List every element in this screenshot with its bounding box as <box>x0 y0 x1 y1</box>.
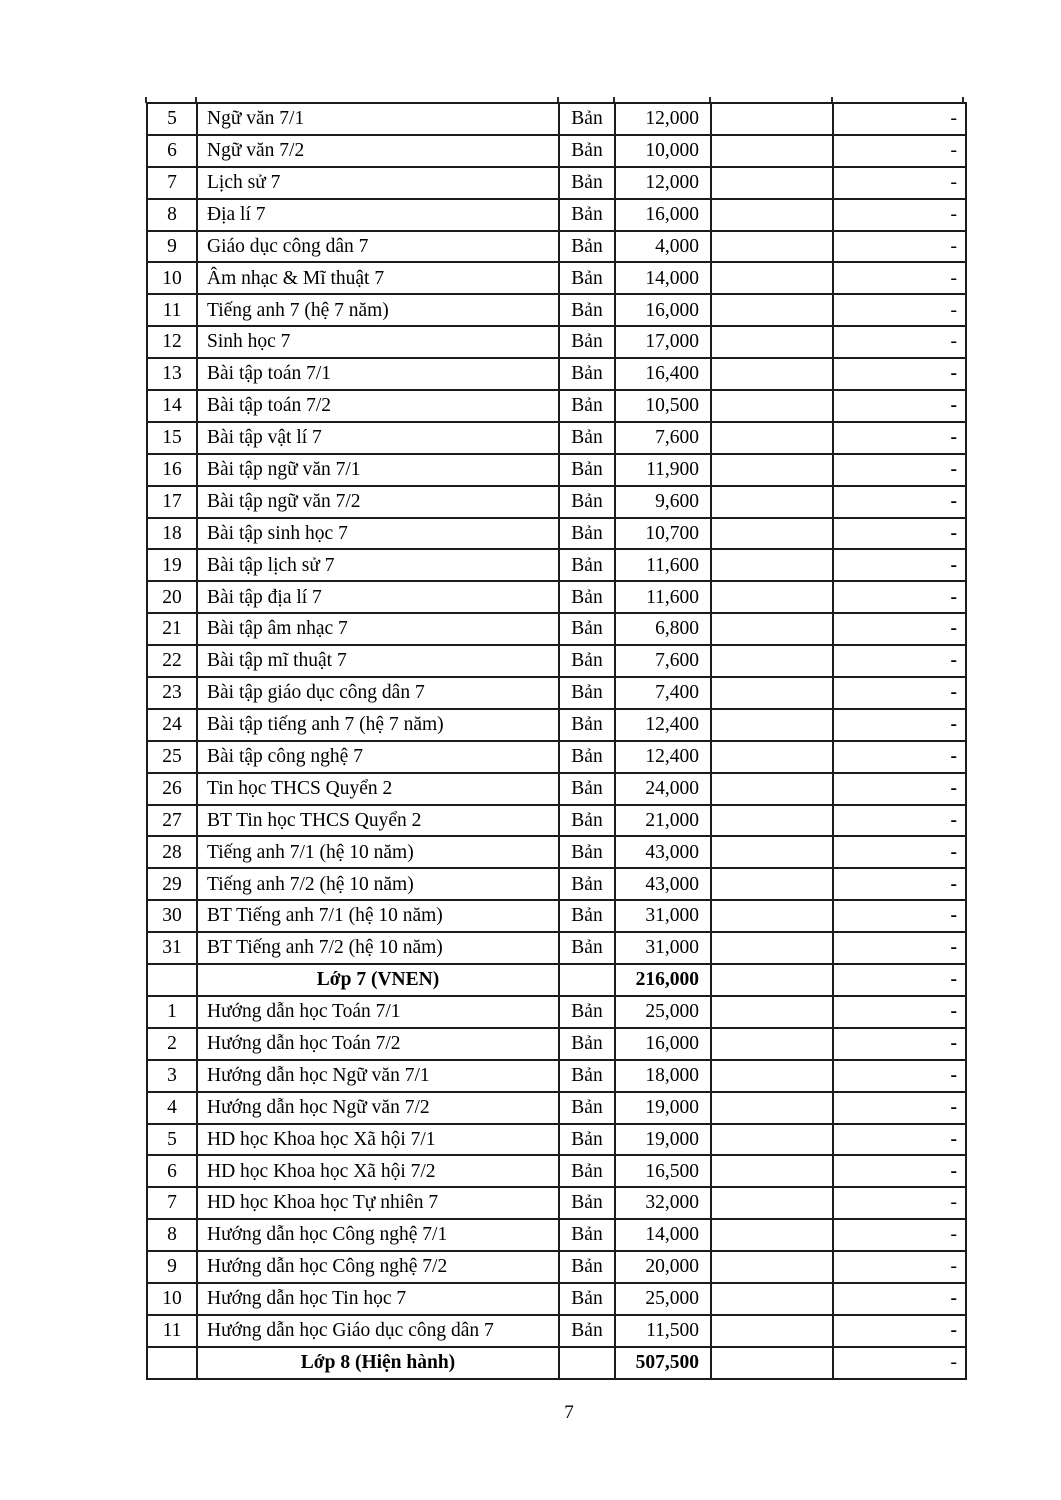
price-cell: 25,000 <box>615 1283 711 1315</box>
unit-cell: Bản <box>559 1028 615 1060</box>
amount-cell: - <box>833 805 966 837</box>
row-number-cell: 31 <box>147 932 197 964</box>
row-number-cell: 11 <box>147 294 197 326</box>
quantity-cell <box>711 518 833 550</box>
book-title-cell: Bài tập vật lí 7 <box>197 422 559 454</box>
unit-cell: Bản <box>559 1092 615 1124</box>
book-title-cell: Âm nhạc & Mĩ thuật 7 <box>197 262 559 294</box>
table-row <box>147 422 966 454</box>
row-number-cell: 11 <box>147 1315 197 1347</box>
amount-cell: - <box>833 932 966 964</box>
row-number-cell: 5 <box>147 103 197 135</box>
unit-cell: Bản <box>559 326 615 358</box>
row-number-cell: 1 <box>147 996 197 1028</box>
book-title-cell: Bài tập ngữ văn 7/1 <box>197 454 559 486</box>
book-title-cell: HD học Khoa học Xã hội 7/2 <box>197 1155 559 1187</box>
row-number-cell: 7 <box>147 1187 197 1219</box>
table-row <box>147 518 966 550</box>
amount-cell: - <box>833 1124 966 1156</box>
amount-cell: - <box>833 677 966 709</box>
price-cell: 16,400 <box>615 358 711 390</box>
book-title-cell: Bài tập tiếng anh 7 (hệ 7 năm) <box>197 709 559 741</box>
quantity-cell <box>711 103 833 135</box>
unit-cell: Bản <box>559 613 615 645</box>
price-cell: 7,600 <box>615 645 711 677</box>
unit-cell: Bản <box>559 486 615 518</box>
amount-cell: - <box>833 1060 966 1092</box>
amount-cell: - <box>833 390 966 422</box>
amount-cell: - <box>833 518 966 550</box>
row-number-cell: 22 <box>147 645 197 677</box>
quantity-cell <box>711 1315 833 1347</box>
quantity-cell <box>711 868 833 900</box>
table-row <box>147 262 966 294</box>
price-cell: 24,000 <box>615 773 711 805</box>
book-title-cell: Lịch sử 7 <box>197 167 559 199</box>
row-number-cell: 9 <box>147 1251 197 1283</box>
quantity-cell <box>711 135 833 167</box>
table-row <box>147 1124 966 1156</box>
price-cell: 20,000 <box>615 1251 711 1283</box>
quantity-cell <box>711 199 833 231</box>
quantity-cell <box>711 1251 833 1283</box>
table-row <box>147 486 966 518</box>
price-cell: 16,000 <box>615 294 711 326</box>
quantity-cell <box>711 709 833 741</box>
unit-cell: Bản <box>559 390 615 422</box>
quantity-cell <box>711 741 833 773</box>
price-cell: 7,600 <box>615 422 711 454</box>
price-cell: 43,000 <box>615 836 711 868</box>
quantity-cell <box>711 167 833 199</box>
row-number-cell <box>147 1347 197 1379</box>
row-number-cell: 19 <box>147 549 197 581</box>
table-row <box>147 1347 966 1379</box>
table-row <box>147 294 966 326</box>
quantity-cell <box>711 294 833 326</box>
quantity-cell <box>711 836 833 868</box>
amount-cell: - <box>833 358 966 390</box>
table-row <box>147 199 966 231</box>
price-cell: 16,000 <box>615 199 711 231</box>
unit-cell: Bản <box>559 1283 615 1315</box>
row-number-cell: 16 <box>147 454 197 486</box>
amount-cell: - <box>833 645 966 677</box>
unit-cell: Bản <box>559 581 615 613</box>
price-cell: 25,000 <box>615 996 711 1028</box>
row-number-cell: 14 <box>147 390 197 422</box>
amount-cell: - <box>833 1347 966 1379</box>
table-row <box>147 549 966 581</box>
table-row <box>147 1187 966 1219</box>
price-cell: 12,000 <box>615 167 711 199</box>
row-number-cell: 30 <box>147 900 197 932</box>
book-title-cell: Bài tập địa lí 7 <box>197 581 559 613</box>
table-row <box>147 1028 966 1060</box>
book-title-cell: Bài tập giáo dục công dân 7 <box>197 677 559 709</box>
unit-cell <box>559 964 615 996</box>
quantity-cell <box>711 1124 833 1156</box>
amount-cell: - <box>833 422 966 454</box>
amount-cell: - <box>833 900 966 932</box>
amount-cell: - <box>833 996 966 1028</box>
book-title-cell: Tin học THCS Quyển 2 <box>197 773 559 805</box>
unit-cell: Bản <box>559 549 615 581</box>
book-title-cell: BT Tin học THCS Quyển 2 <box>197 805 559 837</box>
book-title-cell: Bài tập toán 7/1 <box>197 358 559 390</box>
row-number-cell: 3 <box>147 1060 197 1092</box>
amount-cell: - <box>833 613 966 645</box>
amount-cell: - <box>833 868 966 900</box>
price-cell: 14,000 <box>615 262 711 294</box>
row-number-cell: 2 <box>147 1028 197 1060</box>
price-cell: 31,000 <box>615 932 711 964</box>
book-title-cell: BT Tiếng anh 7/2 (hệ 10 năm) <box>197 932 559 964</box>
table-row <box>147 454 966 486</box>
row-number-cell: 25 <box>147 741 197 773</box>
amount-cell: - <box>833 964 966 996</box>
book-title-cell: Địa lí 7 <box>197 199 559 231</box>
price-cell: 6,800 <box>615 613 711 645</box>
row-number-cell: 18 <box>147 518 197 550</box>
price-cell: 17,000 <box>615 326 711 358</box>
unit-cell: Bản <box>559 103 615 135</box>
amount-cell: - <box>833 294 966 326</box>
table-row <box>147 868 966 900</box>
quantity-cell <box>711 1092 833 1124</box>
quantity-cell <box>711 358 833 390</box>
price-cell: 11,600 <box>615 549 711 581</box>
book-title-cell: Lớp 8 (Hiện hành) <box>197 1347 559 1379</box>
quantity-cell <box>711 1187 833 1219</box>
row-number-cell: 29 <box>147 868 197 900</box>
amount-cell: - <box>833 773 966 805</box>
table-row <box>147 613 966 645</box>
price-cell: 10,700 <box>615 518 711 550</box>
row-number-cell: 5 <box>147 1124 197 1156</box>
table-row <box>147 390 966 422</box>
row-number-cell: 26 <box>147 773 197 805</box>
table-row <box>147 741 966 773</box>
unit-cell: Bản <box>559 135 615 167</box>
book-title-cell: Hướng dẫn học Công nghệ 7/1 <box>197 1219 559 1251</box>
unit-cell: Bản <box>559 1060 615 1092</box>
price-cell: 12,400 <box>615 709 711 741</box>
amount-cell: - <box>833 581 966 613</box>
unit-cell: Bản <box>559 1251 615 1283</box>
quantity-cell <box>711 1347 833 1379</box>
book-title-cell: Hướng dẫn học Toán 7/1 <box>197 996 559 1028</box>
table-row <box>147 1092 966 1124</box>
table-row <box>147 231 966 263</box>
unit-cell: Bản <box>559 518 615 550</box>
unit-cell: Bản <box>559 422 615 454</box>
amount-cell: - <box>833 135 966 167</box>
quantity-cell <box>711 390 833 422</box>
book-title-cell: Bài tập âm nhạc 7 <box>197 613 559 645</box>
quantity-cell <box>711 262 833 294</box>
price-cell: 10,500 <box>615 390 711 422</box>
amount-cell: - <box>833 549 966 581</box>
amount-cell: - <box>833 454 966 486</box>
amount-cell: - <box>833 486 966 518</box>
quantity-cell <box>711 231 833 263</box>
table-row <box>147 1283 966 1315</box>
unit-cell: Bản <box>559 1219 615 1251</box>
quantity-cell <box>711 805 833 837</box>
amount-cell: - <box>833 167 966 199</box>
price-cell: 11,500 <box>615 1315 711 1347</box>
row-number-cell: 21 <box>147 613 197 645</box>
quantity-cell <box>711 773 833 805</box>
table-row <box>147 996 966 1028</box>
unit-cell: Bản <box>559 1124 615 1156</box>
book-title-cell: Ngữ văn 7/2 <box>197 135 559 167</box>
table-row <box>147 1251 966 1283</box>
unit-cell: Bản <box>559 677 615 709</box>
book-title-cell: Tiếng anh 7/2 (hệ 10 năm) <box>197 868 559 900</box>
price-cell: 16,000 <box>615 1028 711 1060</box>
amount-cell: - <box>833 709 966 741</box>
book-title-cell: Bài tập công nghệ 7 <box>197 741 559 773</box>
amount-cell: - <box>833 326 966 358</box>
quantity-cell <box>711 613 833 645</box>
table-row <box>147 805 966 837</box>
table-row <box>147 1219 966 1251</box>
quantity-cell <box>711 996 833 1028</box>
unit-cell: Bản <box>559 231 615 263</box>
book-title-cell: Hướng dẫn học Ngữ văn 7/2 <box>197 1092 559 1124</box>
quantity-cell <box>711 645 833 677</box>
price-cell: 32,000 <box>615 1187 711 1219</box>
unit-cell: Bản <box>559 773 615 805</box>
quantity-cell <box>711 581 833 613</box>
price-cell: 19,000 <box>615 1124 711 1156</box>
table-row <box>147 581 966 613</box>
unit-cell: Bản <box>559 454 615 486</box>
table-row <box>147 677 966 709</box>
quantity-cell <box>711 1060 833 1092</box>
book-title-cell: Tiếng anh 7/1 (hệ 10 năm) <box>197 836 559 868</box>
unit-cell: Bản <box>559 805 615 837</box>
price-cell: 16,500 <box>615 1155 711 1187</box>
unit-cell: Bản <box>559 1315 615 1347</box>
quantity-cell <box>711 454 833 486</box>
unit-cell: Bản <box>559 836 615 868</box>
price-cell: 10,000 <box>615 135 711 167</box>
amount-cell: - <box>833 1219 966 1251</box>
quantity-cell <box>711 964 833 996</box>
book-title-cell: Bài tập mĩ thuật 7 <box>197 645 559 677</box>
quantity-cell <box>711 549 833 581</box>
price-cell: 12,400 <box>615 741 711 773</box>
price-cell: 21,000 <box>615 805 711 837</box>
book-title-cell: Hướng dẫn học Ngữ văn 7/1 <box>197 1060 559 1092</box>
unit-cell <box>559 1347 615 1379</box>
table-row <box>147 167 966 199</box>
book-title-cell: Lớp 7 (VNEN) <box>197 964 559 996</box>
book-title-cell: BT Tiếng anh 7/1 (hệ 10 năm) <box>197 900 559 932</box>
table-row <box>147 932 966 964</box>
amount-cell: - <box>833 1315 966 1347</box>
quantity-cell <box>711 422 833 454</box>
price-cell: 19,000 <box>615 1092 711 1124</box>
row-number-cell: 28 <box>147 836 197 868</box>
book-title-cell: Hướng dẫn học Giáo dục công dân 7 <box>197 1315 559 1347</box>
book-title-cell: Hướng dẫn học Công nghệ 7/2 <box>197 1251 559 1283</box>
row-number-cell: 6 <box>147 1155 197 1187</box>
price-cell: 12,000 <box>615 103 711 135</box>
unit-cell: Bản <box>559 868 615 900</box>
amount-cell: - <box>833 1283 966 1315</box>
unit-cell: Bản <box>559 358 615 390</box>
amount-cell: - <box>833 1187 966 1219</box>
row-number-cell: 10 <box>147 1283 197 1315</box>
unit-cell: Bản <box>559 996 615 1028</box>
row-number-cell: 8 <box>147 199 197 231</box>
quantity-cell <box>711 932 833 964</box>
price-cell: 43,000 <box>615 868 711 900</box>
book-title-cell: Bài tập toán 7/2 <box>197 390 559 422</box>
quantity-cell <box>711 486 833 518</box>
table-row <box>147 358 966 390</box>
book-title-cell: Sinh học 7 <box>197 326 559 358</box>
price-cell: 11,900 <box>615 454 711 486</box>
quantity-cell <box>711 1028 833 1060</box>
book-price-table-body <box>147 103 966 1379</box>
amount-cell: - <box>833 262 966 294</box>
unit-cell: Bản <box>559 262 615 294</box>
unit-cell: Bản <box>559 932 615 964</box>
row-number-cell: 4 <box>147 1092 197 1124</box>
amount-cell: - <box>833 741 966 773</box>
table-row <box>147 1315 966 1347</box>
quantity-cell <box>711 1155 833 1187</box>
amount-cell: - <box>833 231 966 263</box>
row-number-cell: 6 <box>147 135 197 167</box>
table-row <box>147 900 966 932</box>
price-cell: 18,000 <box>615 1060 711 1092</box>
unit-cell: Bản <box>559 294 615 326</box>
table-row <box>147 709 966 741</box>
table-row <box>147 1155 966 1187</box>
table-row <box>147 645 966 677</box>
table-row <box>147 326 966 358</box>
book-title-cell: Giáo dục công dân 7 <box>197 231 559 263</box>
amount-cell: - <box>833 1028 966 1060</box>
row-number-cell: 10 <box>147 262 197 294</box>
book-title-cell: Hướng dẫn học Toán 7/2 <box>197 1028 559 1060</box>
unit-cell: Bản <box>559 167 615 199</box>
row-number-cell: 15 <box>147 422 197 454</box>
unit-cell: Bản <box>559 900 615 932</box>
book-title-cell: HD học Khoa học Xã hội 7/1 <box>197 1124 559 1156</box>
unit-cell: Bản <box>559 709 615 741</box>
row-number-cell: 9 <box>147 231 197 263</box>
amount-cell: - <box>833 1155 966 1187</box>
row-number-cell: 17 <box>147 486 197 518</box>
price-cell: 4,000 <box>615 231 711 263</box>
amount-cell: - <box>833 1251 966 1283</box>
page-number: 7 <box>564 1402 574 1423</box>
book-title-cell: Ngữ văn 7/1 <box>197 103 559 135</box>
price-cell: 14,000 <box>615 1219 711 1251</box>
table-row <box>147 773 966 805</box>
row-number-cell: 13 <box>147 358 197 390</box>
row-number-cell: 27 <box>147 805 197 837</box>
table-row <box>147 836 966 868</box>
book-title-cell: Hướng dẫn học Tin học 7 <box>197 1283 559 1315</box>
price-cell: 31,000 <box>615 900 711 932</box>
quantity-cell <box>711 1283 833 1315</box>
row-number-cell: 12 <box>147 326 197 358</box>
table-row <box>147 135 966 167</box>
unit-cell: Bản <box>559 645 615 677</box>
amount-cell: - <box>833 103 966 135</box>
row-number-cell: 24 <box>147 709 197 741</box>
amount-cell: - <box>833 199 966 231</box>
quantity-cell <box>711 677 833 709</box>
price-cell: 9,600 <box>615 486 711 518</box>
price-cell: 216,000 <box>615 964 711 996</box>
amount-cell: - <box>833 1092 966 1124</box>
quantity-cell <box>711 326 833 358</box>
row-number-cell: 20 <box>147 581 197 613</box>
book-title-cell: HD học Khoa học Tự nhiên 7 <box>197 1187 559 1219</box>
price-cell: 7,400 <box>615 677 711 709</box>
row-number-cell: 7 <box>147 167 197 199</box>
table-row <box>147 103 966 135</box>
row-number-cell: 8 <box>147 1219 197 1251</box>
unit-cell: Bản <box>559 1155 615 1187</box>
unit-cell: Bản <box>559 199 615 231</box>
amount-cell: - <box>833 836 966 868</box>
quantity-cell <box>711 900 833 932</box>
row-number-cell <box>147 964 197 996</box>
book-title-cell: Tiếng anh 7 (hệ 7 năm) <box>197 294 559 326</box>
table-row <box>147 964 966 996</box>
price-cell: 507,500 <box>615 1347 711 1379</box>
row-number-cell: 23 <box>147 677 197 709</box>
quantity-cell <box>711 1219 833 1251</box>
book-price-table <box>146 102 967 1380</box>
book-title-cell: Bài tập sinh học 7 <box>197 518 559 550</box>
unit-cell: Bản <box>559 741 615 773</box>
book-title-cell: Bài tập ngữ văn 7/2 <box>197 486 559 518</box>
book-title-cell: Bài tập lịch sử 7 <box>197 549 559 581</box>
price-cell: 11,600 <box>615 581 711 613</box>
unit-cell: Bản <box>559 1187 615 1219</box>
table-row <box>147 1060 966 1092</box>
